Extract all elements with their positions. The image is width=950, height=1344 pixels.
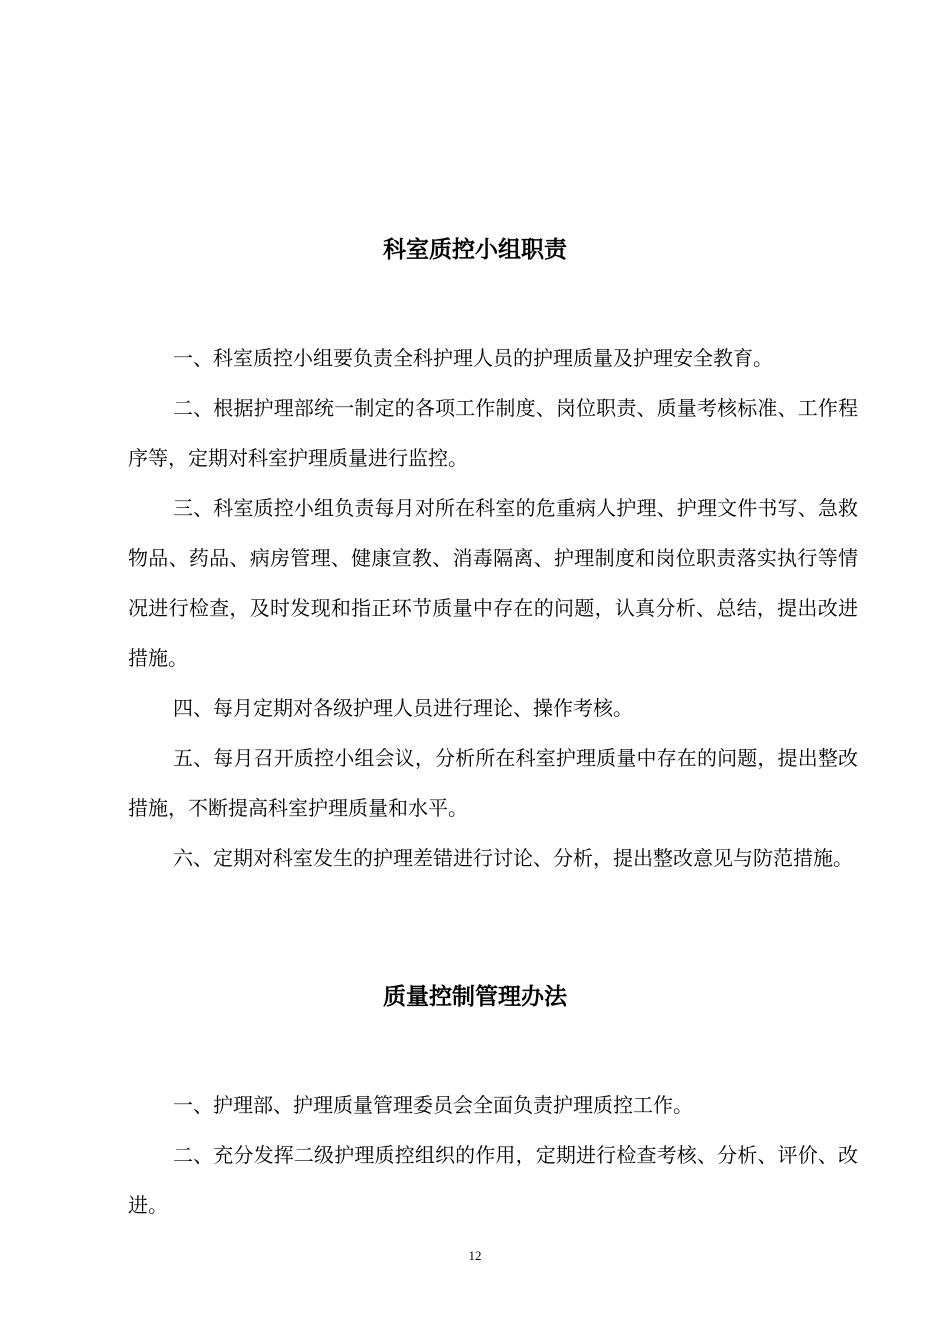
paragraph: 一、护理部、护理质量管理委员会全面负责护理质控工作。 [173, 1093, 693, 1117]
paragraph: 六、定期对科室发生的护理差错进行讨论、分析，提出整改意见与防范措施。 [173, 846, 853, 870]
section-title-quality-control-management-methods: 质量控制管理办法 [383, 984, 567, 1010]
paragraph: 四、每月定期对各级护理人员进行理论、操作考核。 [173, 696, 633, 720]
paragraph: 一、科室质控小组要负责全科护理人员的护理质量及护理安全教育。 [173, 346, 773, 370]
paragraph: 五、每月召开质控小组会议，分析所在科室护理质量中存在的问题，提出整改措施，不断提高科室护理质量和水平。 [128, 746, 858, 820]
section-title-quality-control-team-duties: 科室质控小组职责 [383, 237, 567, 263]
paragraph: 二、充分发挥二级护理质控组织的作用，定期进行检查考核、分析、评价、改进。 [128, 1143, 858, 1217]
page-number: 12 [468, 1248, 482, 1263]
paragraph: 三、科室质控小组负责每月对所在科室的危重病人护理、护理文件书写、急救物品、药品、病房管理、健康宣教、消毒隔离、护理制度和岗位职责落实执行等情况进行检查，及时发现和指正环节质量中存在的问题，认真分析、总结，提出改进措施。 [128, 496, 858, 670]
section-body-quality-control-team-duties [128, 333, 858, 883]
section-body-quality-control-management-methods [128, 1080, 858, 1230]
paragraph: 二、根据护理部统一制定的各项工作制度、岗位职责、质量考核标准、工作程序等，定期对科室护理质量进行监控。 [128, 396, 858, 470]
